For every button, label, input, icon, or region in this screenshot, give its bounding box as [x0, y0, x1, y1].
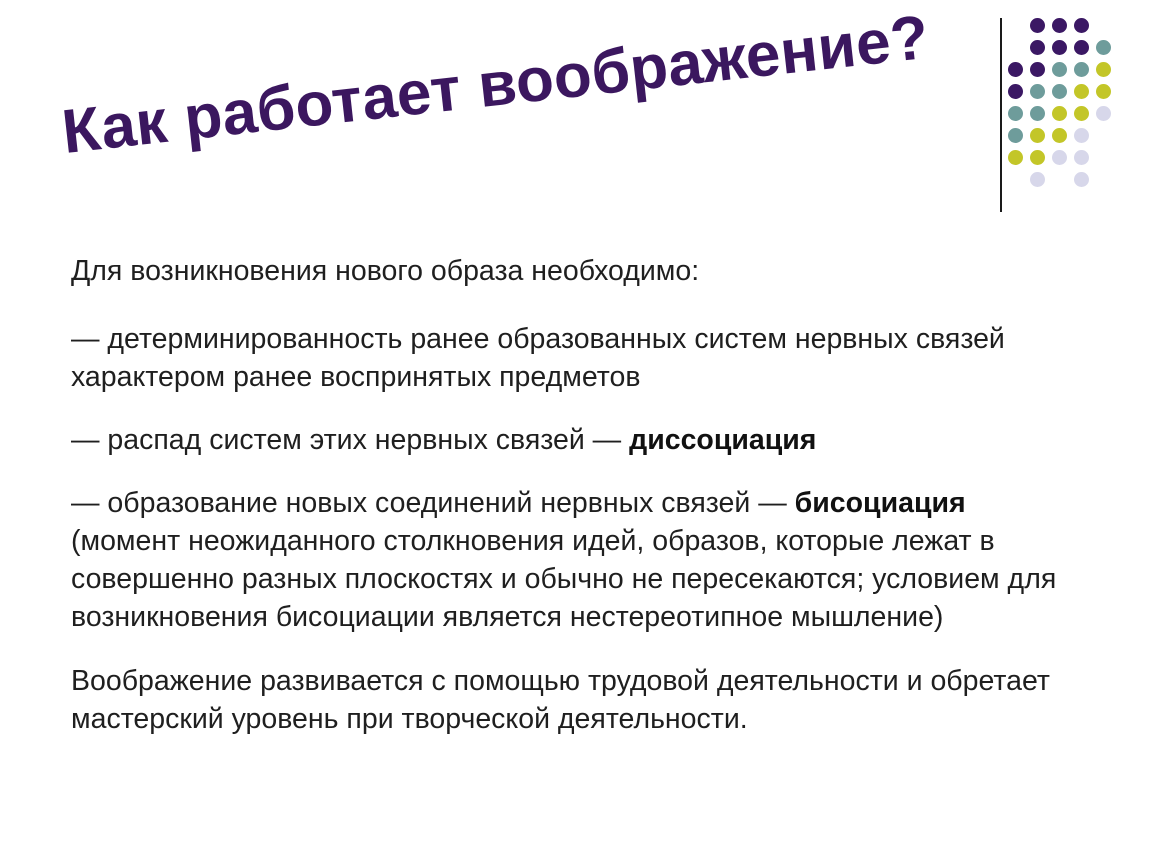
dot-teal	[1030, 84, 1045, 99]
dot-lavender	[1074, 172, 1089, 187]
dot-olive	[1008, 150, 1023, 165]
list-item-text: — распад систем этих нервных связей —	[71, 424, 630, 456]
dot-olive	[1030, 150, 1045, 165]
list-item-text: — образование новых соединений нервных связей —	[71, 487, 795, 519]
dot-olive	[1074, 106, 1089, 121]
slide-title: Как работает воображение?	[58, 2, 933, 167]
intro-text: Для возникновения нового образа необходимо:	[71, 255, 700, 287]
dot-teal	[1008, 106, 1023, 121]
dot-teal	[1052, 84, 1067, 99]
dot-purple	[1030, 18, 1045, 33]
term-bisociation: бисоциация	[794, 487, 966, 519]
dot-purple	[1052, 18, 1067, 33]
slide-body	[71, 252, 1071, 738]
dot-purple	[1074, 18, 1089, 33]
list-item-explanation: (момент неожиданного столкновения идей, образов, которые лежат в совершенно разных плоскостях и обычно не пересекаются; условием для возникновения бисоциации является нестереотипное мышление)	[71, 525, 1057, 633]
dot-olive	[1030, 128, 1045, 143]
dot-lavender	[1030, 172, 1045, 187]
dot-olive	[1052, 128, 1067, 143]
dot-purple	[1030, 62, 1045, 77]
dot-teal	[1052, 62, 1067, 77]
list-item	[71, 484, 1071, 636]
dot-lavender	[1052, 150, 1067, 165]
dot-lavender	[1074, 128, 1089, 143]
dot-purple	[1008, 84, 1023, 99]
dot-olive	[1096, 62, 1111, 77]
dot-lavender	[1096, 106, 1111, 121]
dot-purple	[1052, 40, 1067, 55]
dot-purple	[1008, 62, 1023, 77]
list-item	[71, 320, 1071, 396]
dot-teal	[1096, 40, 1111, 55]
dot-olive	[1074, 84, 1089, 99]
title-area	[58, 2, 960, 200]
dot-olive	[1096, 84, 1111, 99]
vertical-divider	[1000, 18, 1002, 212]
dot-olive	[1052, 106, 1067, 121]
dot-purple	[1030, 40, 1045, 55]
dot-teal	[1030, 106, 1045, 121]
dot-purple	[1074, 40, 1089, 55]
decorative-dot-grid	[1012, 10, 1132, 190]
list-item	[71, 421, 1071, 459]
dot-teal	[1074, 62, 1089, 77]
conclusion-text: Воображение развивается с помощью трудовой деятельности и обретает мастерский уровень при творческой деятельности.	[71, 665, 1050, 735]
dot-teal	[1008, 128, 1023, 143]
dot-lavender	[1074, 150, 1089, 165]
list-item-text: — детерминированность ранее образованных систем нервных связей характером ранее воспринятых предметов	[71, 323, 1005, 393]
term-dissociation: диссоциация	[629, 424, 817, 456]
